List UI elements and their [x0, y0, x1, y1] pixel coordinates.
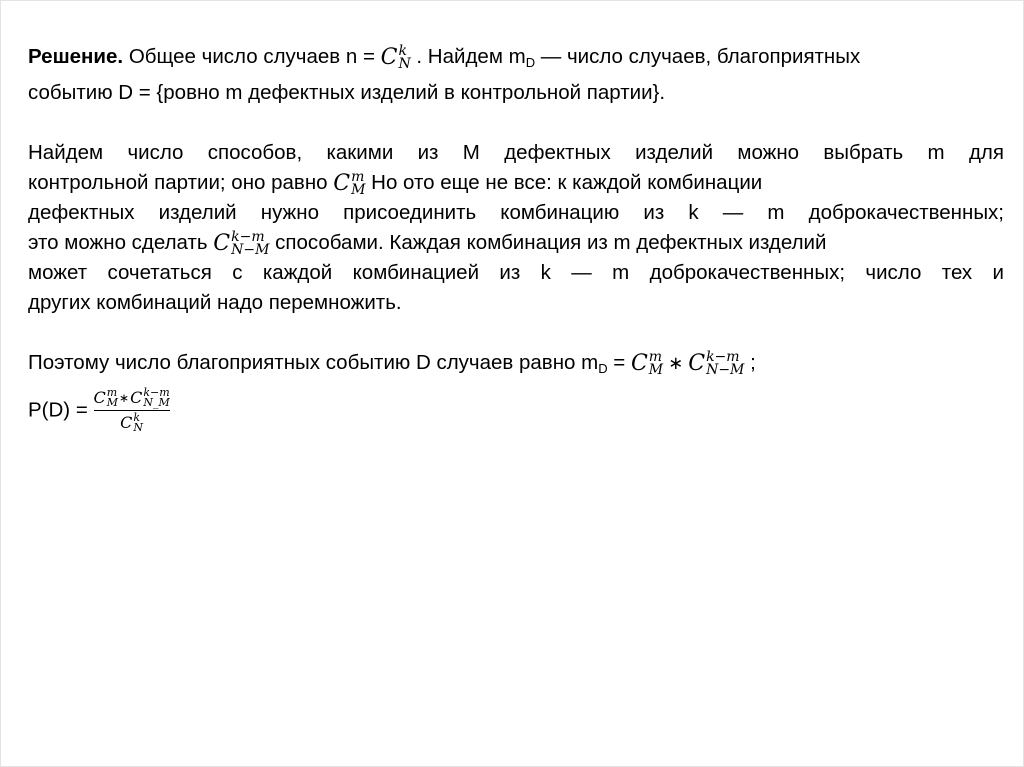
c-letter: C	[333, 170, 351, 196]
cnk-sub: N	[398, 55, 411, 72]
num-multiply-operator: ∗	[119, 391, 130, 405]
para2-line5: может сочетаться с каждой комбинацией из k — m доброкачественных; число тех и	[28, 261, 1004, 284]
para3-text-c: ;	[744, 351, 756, 374]
paragraph-method	[28, 138, 1004, 318]
c-letter: C	[688, 350, 706, 376]
c-letter: C	[380, 44, 398, 70]
c2-sup: k−m	[231, 228, 265, 245]
num-c1-sup: m	[106, 386, 118, 399]
combination-m-of-M	[333, 168, 366, 198]
probability-fraction	[94, 388, 170, 433]
fraction-bar	[94, 410, 170, 411]
num-c2-sup: k−m	[143, 386, 170, 399]
num-c1-sub: M	[106, 396, 119, 409]
paragraph-favorable	[28, 348, 1004, 384]
para2-line2-b: Но ото еще не все: к каждой комбинации	[365, 171, 763, 194]
c1-sub: M	[351, 181, 366, 198]
num-c2-sub: N_M	[143, 396, 170, 409]
c1-sup: m	[648, 348, 663, 365]
solution-label: Решение.	[28, 45, 124, 68]
c-letter: C	[130, 388, 143, 407]
para1-text-c: — число случаев, благоприятных	[535, 45, 861, 68]
para2-line4	[28, 228, 1004, 258]
para3-text-b: =	[607, 351, 631, 374]
c-letter: C	[630, 350, 648, 376]
c-letter: C	[213, 230, 231, 256]
c1-sup: m	[351, 168, 365, 185]
para2-line3: дефектных изделий нужно присоединить комбинацию из k — m доброкачественных;	[28, 201, 1004, 224]
combination-n-total	[380, 42, 411, 72]
c2-sub: N−M	[706, 361, 745, 378]
para3-text-a: Поэтому число благоприятных событию D случаев равно m	[28, 351, 599, 374]
c2-sub: N−M	[231, 241, 270, 258]
c2-sup: k−m	[706, 348, 740, 365]
fraction-denominator	[120, 413, 143, 433]
para3-line1	[28, 348, 1004, 384]
den-sub: N	[133, 421, 144, 434]
para2-line2	[28, 168, 1004, 198]
c-letter: C	[120, 413, 133, 432]
cnk-sup: k	[398, 42, 407, 59]
para1-line1	[28, 42, 1004, 78]
para1-line2: событию D = {ровно m дефектных изделий в контрольной партии}.	[28, 81, 666, 104]
c-letter: C	[93, 388, 106, 407]
para2-line4-b: способами. Каждая комбинация из m дефектных изделий	[269, 231, 827, 254]
formula-lhs: P(D) =	[28, 398, 94, 422]
para1-text-b: . Найдем m	[410, 45, 526, 68]
para2-line4-a: это можно сделать	[28, 231, 214, 254]
combination-k-m-of-N-M	[688, 348, 745, 378]
c1-sub: M	[648, 361, 664, 378]
para1-text-a: Общее число случаев n =	[123, 45, 381, 68]
para3-sub-d: D	[598, 361, 608, 376]
combination-m-of-M	[630, 348, 664, 378]
para2-line6: других комбинаций надо перемножить.	[28, 291, 402, 314]
para1-sub-d: D	[525, 55, 536, 70]
den-sup: k	[133, 411, 141, 424]
probability-formula	[28, 388, 1004, 433]
multiply-operator: ∗	[668, 352, 684, 374]
fraction-numerator	[94, 388, 170, 408]
para2-line2-a: контрольной партии; оно равно	[28, 171, 334, 194]
combination-k-m-of-N-M	[213, 228, 270, 258]
para2-line1: Найдем число способов, какими из M дефектных изделий можно выбрать m для	[28, 141, 1004, 164]
paragraph-solution	[28, 42, 1004, 108]
